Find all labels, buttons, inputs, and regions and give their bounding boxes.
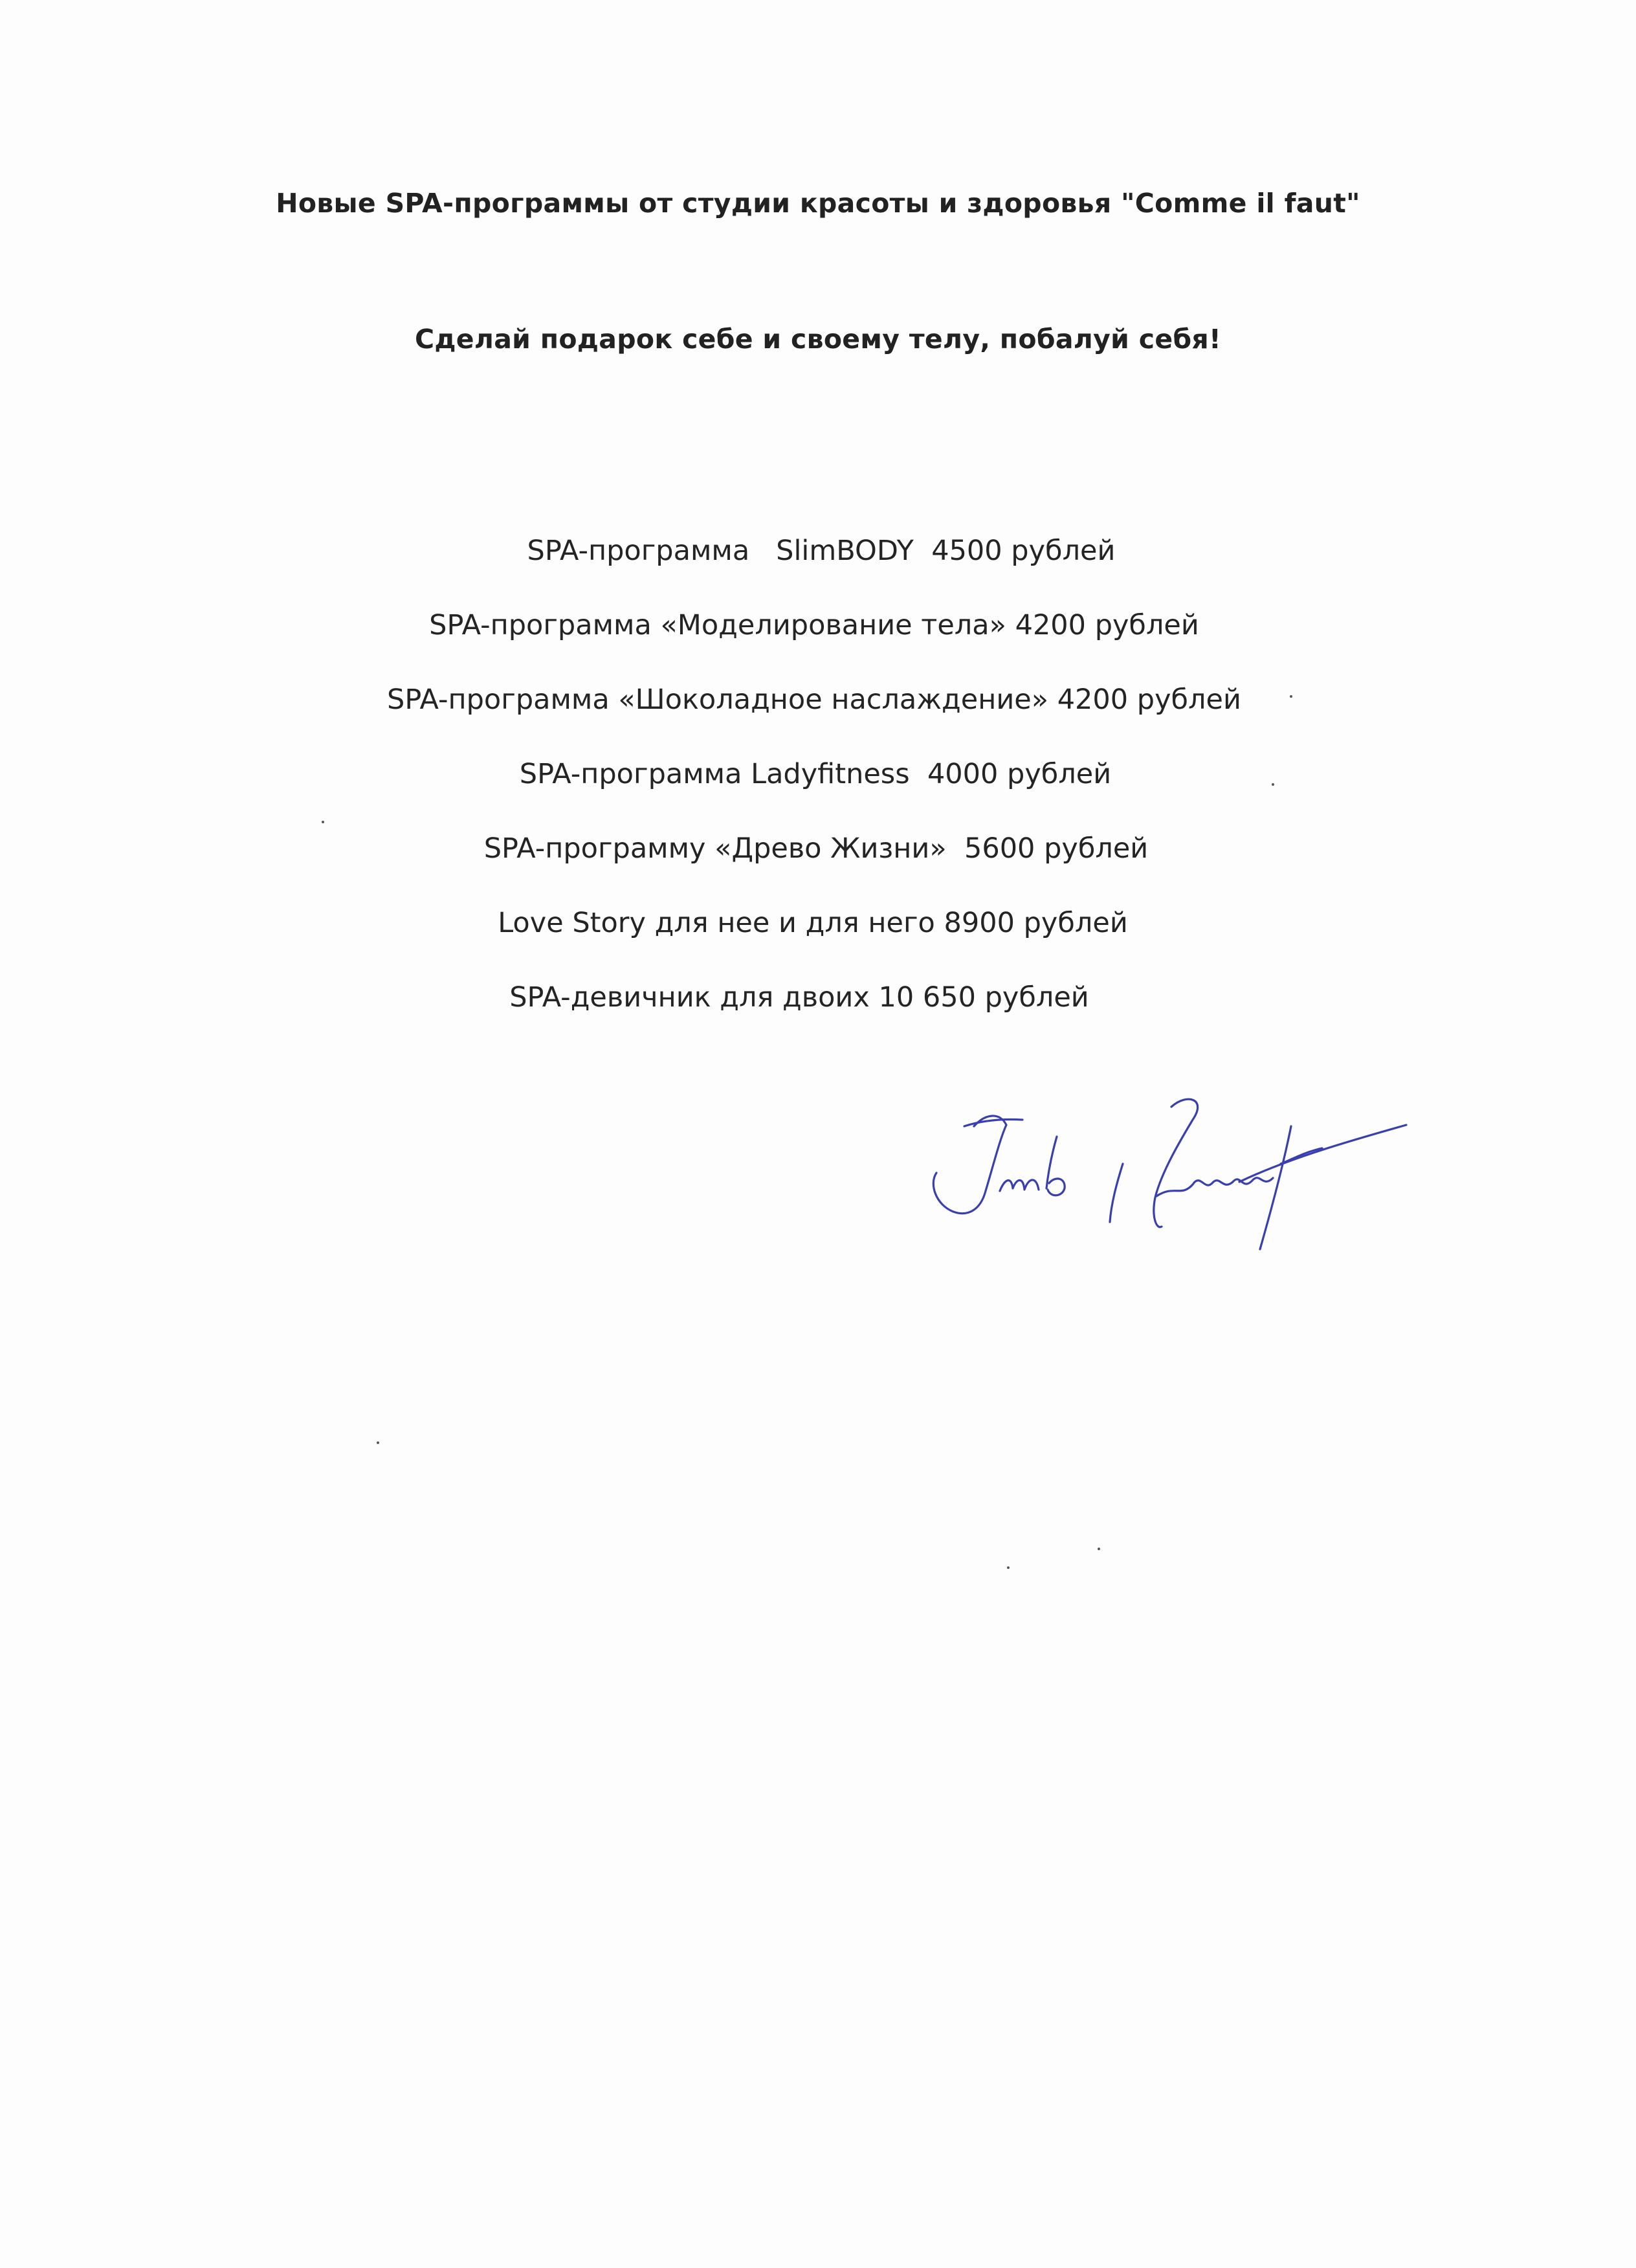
program-item: SPA-программа «Моделирование тела» 4200 рублей (429, 609, 1199, 641)
document-tagline: Сделай подарок себе и своему телу, побалуй себя! (414, 324, 1222, 355)
program-item: SPA-программа Ladyfitness 4000 рублей (519, 758, 1112, 790)
program-item: SPA-программа «Шоколадное наслаждение» 4200 рублей (387, 684, 1241, 716)
program-item: SPA-программа SlimBODY 4500 рублей (527, 535, 1116, 567)
scan-speck (1272, 783, 1274, 786)
document-heading: Новые SPA-программы от студии красоты и здоровья "Comme il faut" (276, 188, 1360, 219)
program-item: SPA-девичник для двоих 10 650 рублей (509, 981, 1089, 1014)
scan-speck (1290, 695, 1292, 698)
program-item: Love Story для нее и для него 8900 рублей (498, 907, 1128, 939)
program-list (0, 529, 1636, 1051)
scan-speck (322, 821, 324, 823)
program-item: SPA-программу «Древо Жизни» 5600 рублей (483, 832, 1149, 865)
handwritten-signature (903, 1087, 1408, 1282)
scan-speck (1098, 1548, 1100, 1550)
scan-speck (1007, 1566, 1010, 1569)
scan-speck (377, 1441, 379, 1444)
